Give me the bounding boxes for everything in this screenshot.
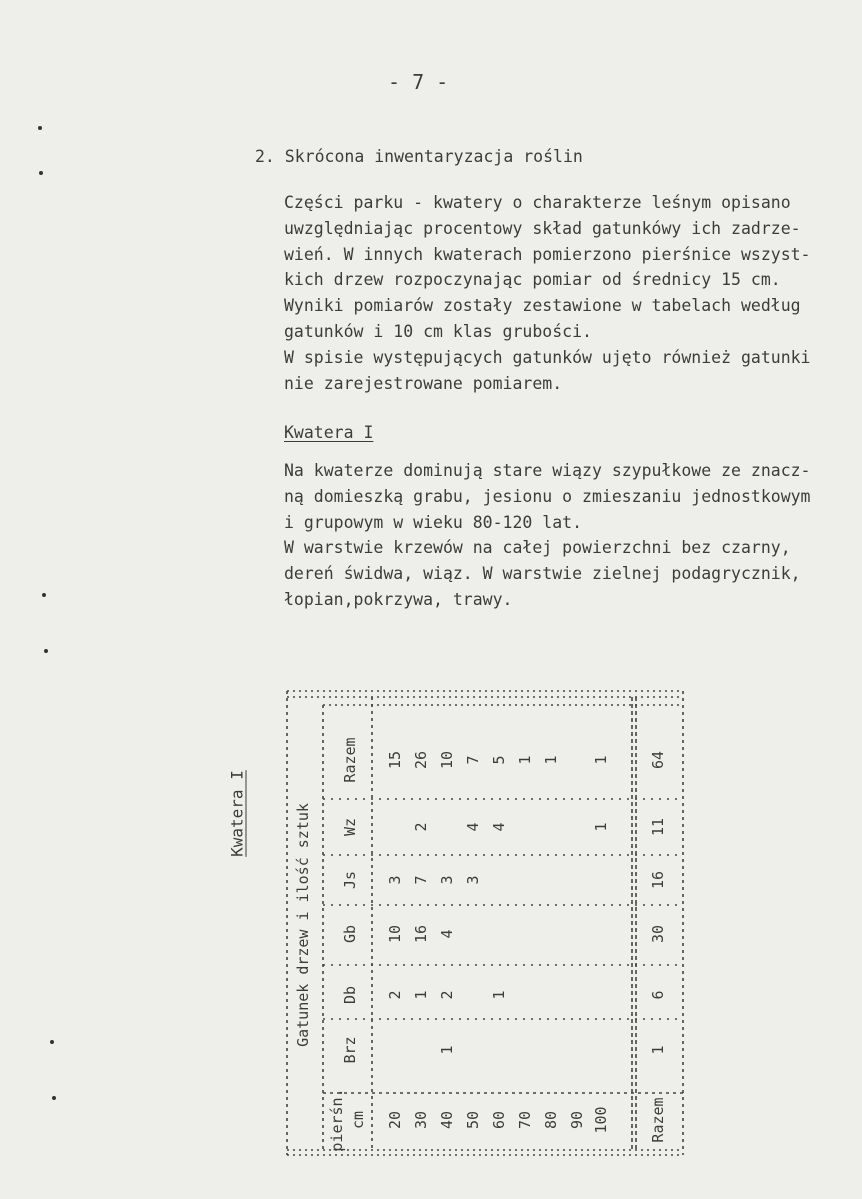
paragraph-line: Wyniki pomiarów zostały zestawione w tabelach według: [284, 296, 801, 316]
total-cell: 1: [649, 1045, 667, 1055]
species-header-wz: Wz: [341, 817, 359, 837]
table-side-title: Kwatera I: [227, 770, 247, 857]
row-diameter-label: 90: [568, 1110, 586, 1130]
row-diameter-label: 70: [516, 1110, 534, 1130]
table-cell: 1: [490, 990, 508, 1000]
table-cell: 4: [438, 929, 456, 939]
paragraph-line: wień. W innych kwaterach pomierzono pierśnice wszyst-: [284, 244, 811, 264]
total-cell: 64: [649, 750, 667, 770]
page-number: - 7 -: [388, 70, 449, 94]
table-diameter-unit: cm: [349, 1110, 367, 1130]
table-cell: 2: [438, 990, 456, 1000]
row-diameter-label: 80: [542, 1110, 560, 1130]
table-cell: 3: [464, 875, 482, 885]
paragraph-line: W spisie występujących gatunków ujęto również gatunki: [284, 347, 811, 367]
kwatera-heading: Kwatera I: [284, 423, 374, 442]
table-cell: 10: [438, 750, 456, 770]
species-header-brz: Brz: [341, 1036, 359, 1064]
table-cell: 3: [386, 875, 404, 885]
table-cell: 7: [412, 875, 430, 885]
table-cell: 1: [592, 755, 610, 765]
row-diameter-label: 30: [412, 1110, 430, 1130]
paragraph-line: gatunków i 10 cm klas grubości.: [284, 321, 592, 341]
paragraph-line: Części parku - kwatery o charakterze leśnym opisano: [284, 193, 791, 212]
table-cell: 2: [386, 990, 404, 1000]
paragraph-line: kich drzew rozpoczynając pomiar od średnicy 15 cm.: [284, 270, 781, 290]
paragraph-line: nie zarejestrowane pomiarem.: [284, 373, 563, 393]
total-cell: 30: [649, 924, 667, 944]
paragraph-line: uwzględniając procentowy skład gatunkówy ich zadrze-: [284, 218, 801, 238]
table-cell: 10: [386, 924, 404, 944]
table-cell: 5: [490, 755, 508, 765]
table-cell: 4: [490, 822, 508, 832]
paragraph-line: Na kwaterze dominują stare wiązy szypułkowe ze znacz-: [284, 461, 811, 480]
table-cell: 1: [592, 822, 610, 832]
total-row-label: Razem: [649, 1097, 667, 1143]
species-header-js: Js: [341, 870, 359, 890]
row-diameter-label: 60: [490, 1110, 508, 1130]
species-header-db: Db: [341, 985, 359, 1005]
table-group-header: Gatunek drzew i ilość sztuk: [294, 803, 312, 1047]
row-diameter-label: 40: [438, 1110, 456, 1130]
table-cell: 26: [412, 750, 430, 770]
row-diameter-label: 20: [386, 1110, 404, 1130]
table-cell: 1: [542, 755, 560, 765]
paragraph-line: W warstwie krzewów na całej powierzchni bez czarny,: [284, 538, 791, 558]
total-cell: 6: [649, 990, 667, 1000]
total-cell: 16: [649, 870, 667, 890]
row-diameter-label: 50: [464, 1110, 482, 1130]
species-header-razem: Razem: [341, 737, 359, 783]
section-heading: 2. Skrócona inwentaryzacja roślin: [255, 147, 583, 166]
table-cell: 2: [412, 822, 430, 832]
paragraph-line: dereń świdwa, wiąz. W warstwie zielnej podagrycznik,: [284, 564, 801, 584]
species-header-gb: Gb: [341, 924, 359, 944]
row-diameter-label: 100: [592, 1106, 610, 1134]
paragraph-line: i grupowym w wieku 80-120 lat.: [284, 512, 583, 532]
table-cell: 1: [438, 1045, 456, 1055]
table-cell: 16: [412, 924, 430, 944]
table-cell: 1: [412, 990, 430, 1000]
table-cell: 4: [464, 822, 482, 832]
total-cell: 11: [649, 817, 667, 837]
paragraph-line: łopian,pokrzywa, trawy.: [284, 589, 513, 609]
table-cell: 3: [438, 875, 456, 885]
table-cell: 7: [464, 755, 482, 765]
paragraph-line: ną domieszką grabu, jesionu o zmieszaniu jednostkowym: [284, 486, 811, 506]
table-diameter-header: pierśn.: [328, 1088, 346, 1152]
table-cell: 15: [386, 750, 404, 770]
table-cell: 1: [516, 755, 534, 765]
